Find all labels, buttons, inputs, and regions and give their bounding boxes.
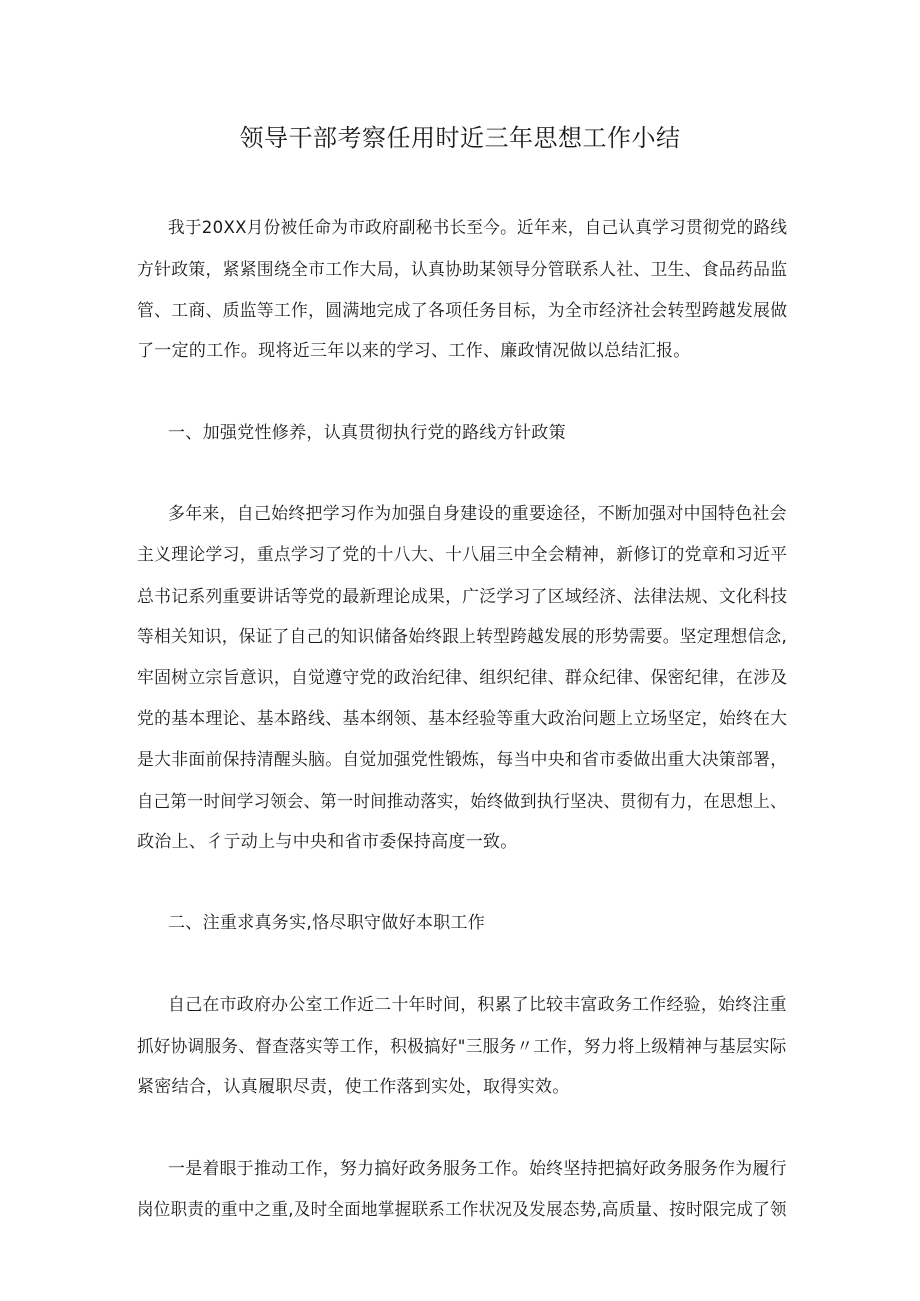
paragraph-line: 抓好协调服务、督查落实等工作，积极搞好"三服务〃工作，努力将上级精神与基层实际 [137, 1037, 787, 1057]
paragraph-line: 牢固树立宗旨意识，自觉遵守党的政治纪律、组织纪律、群众纪律、保密纪律，在涉及 [137, 668, 788, 688]
paragraph-line: 是大非面前保持清醒头脑。自觉加强党性锻炼，每当中央和省市委做出重大决策部署， [137, 750, 788, 770]
document-title: 领导干部考察任用时近三年思想工作小结 [239, 124, 681, 152]
paragraph-line: 方针政策，紧紧围绕全市工作大局，认真协助某领导分管联系人社、卫生、食品药品监 [137, 260, 788, 280]
paragraph-line: 等相关知识，保证了自己的知识储备始终跟上转型跨越发展的形势需要。坚定理想信念, [137, 627, 788, 647]
paragraph-line: 岗位职责的重中之重,及时全面地掌握联系工作状况及发展态势,高质量、按时限完成了领 [137, 1200, 787, 1220]
paragraph-line: 自己第一时间学习领会、第一时间推动落实，始终做到执行坚决、贯彻有力，在思想上、 [137, 792, 787, 812]
paragraph-line: 多年来，自己始终把学习作为加强自身建设的重要途径，不断加强对中国特色社会 [168, 504, 787, 524]
paragraph-line: 管、工商、质监等工作，圆满地完成了各项任务目标，为全市经济社会转型跨越发展做 [137, 301, 788, 321]
paragraph-line: 自己在市政府办公室工作近二十年时间，积累了比较丰富政务工作经验，始终注重 [168, 995, 787, 1015]
paragraph-line: 总书记系列重要讲话等党的最新理论成果，广泛学习了区域经济、法律法规、文化科技 [137, 587, 788, 607]
section-heading: 二、注重求真务实,恪尽职守做好本职工作 [168, 913, 486, 933]
paragraph-line: 政治上、彳亍动上与中央和省市委保持高度一致。 [137, 832, 518, 852]
paragraph-line: 紧密结合，认真履职尽责，使工作落到实处，取得实效。 [137, 1077, 570, 1097]
paragraph-line: 一是着眼于推动工作，努力搞好政务服务工作。始终坚持把搞好政务服务作为履行 [168, 1159, 787, 1179]
paragraph-line: 了一定的工作。现将近三年以来的学习、工作、廉政情况做以总结汇报。 [137, 341, 691, 361]
section-heading: 一、加强党性修养，认真贯彻执行党的路线方针政策 [168, 423, 566, 443]
paragraph-line: 党的基本理论、基本路线、基本纲领、基本经验等重大政治问题上立场坚定，始终在大 [137, 709, 788, 729]
paragraph-line: 我于20XX月份被任命为市政府副秘书长至今。近年来，自己认真学习贯彻党的路线 [168, 218, 788, 238]
paragraph-line: 主义理论学习，重点学习了党的十八大、十八届三中全会精神，新修订的党章和习近平 [137, 545, 788, 565]
